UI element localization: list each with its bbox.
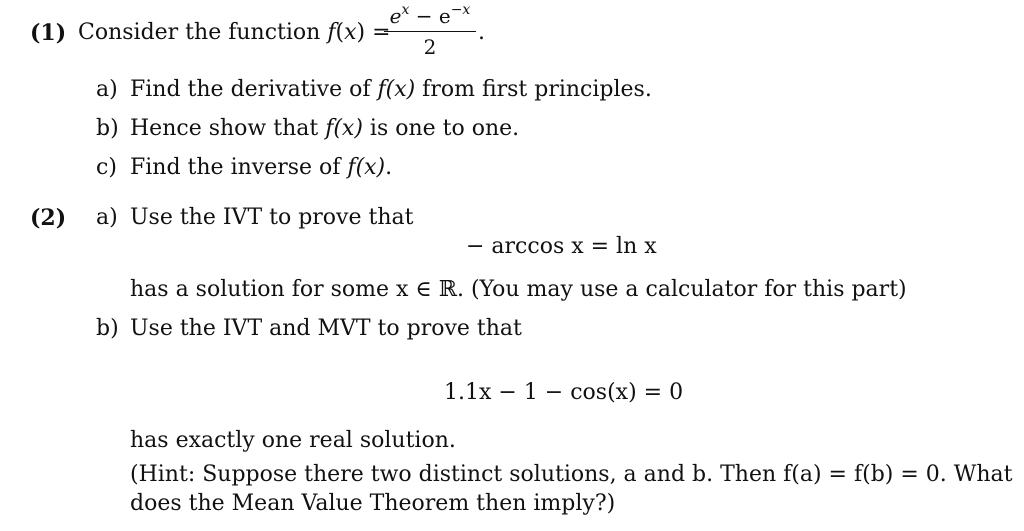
q1-intro-text: Consider the function	[78, 20, 321, 45]
q1-part-c-label: c)	[96, 155, 117, 180]
q1b-math: f(x)	[325, 116, 363, 141]
q1-num-sup1: x	[401, 2, 410, 18]
q1-func-var: x	[344, 20, 357, 45]
q1-num-e1: e	[389, 4, 402, 28]
q1-equals: =	[372, 20, 391, 45]
q1-func-name: f	[327, 20, 336, 45]
q1b-after: is one to one.	[362, 116, 520, 141]
q1a-before: Find the derivative of	[130, 77, 378, 102]
q1-num-sup2: −x	[450, 2, 471, 18]
q1c-before: Find the inverse of	[130, 155, 348, 180]
q1-end-period: .	[478, 20, 485, 45]
q2-part-a-text: Use the IVT to prove that	[130, 205, 414, 230]
q1b-before: Hence show that	[130, 116, 326, 141]
q1-fraction-denominator: 2	[423, 35, 437, 59]
q1-part-b-label: b)	[96, 116, 119, 141]
q2-part-b-label: b)	[96, 316, 119, 341]
q2-part-b-hint-line2: does the Mean Value Theorem then imply?)	[130, 491, 616, 516]
question-1-number: (1)	[30, 20, 67, 46]
q1c-math: f(x)	[347, 155, 386, 180]
q1-fraction	[384, 4, 476, 59]
q1-fraction-numerator	[384, 4, 476, 28]
q1-part-c-text	[130, 157, 392, 179]
q2-part-a-label: a)	[96, 205, 118, 230]
q1-part-a-text	[130, 79, 652, 101]
q1a-after: from first principles.	[415, 77, 652, 102]
q1a-math: f(x)	[377, 77, 416, 102]
question-1-intro: Consider the function f(x) =	[78, 20, 391, 45]
q2-part-b-text: Use the IVT and MVT to prove that	[130, 316, 522, 341]
q1-part-a-label: a)	[96, 77, 118, 102]
q2-part-a-text2: has a solution for some x ∈ ℝ. (You may use a calculator for this part)	[130, 277, 907, 302]
q1-num-mid: − e	[409, 4, 451, 28]
q1-fraction-bar	[384, 31, 476, 32]
q2-part-b-text2: has exactly one real solution.	[130, 428, 456, 453]
q2-part-b-hint-line1: (Hint: Suppose there two distinct solutions, a and b. Then f(a) = f(b) = 0. What	[130, 462, 1013, 487]
q1-part-b-text	[130, 118, 519, 140]
q1c-after: .	[385, 155, 393, 180]
question-2-number: (2)	[30, 205, 67, 231]
q2-part-b-equation: 1.1x − 1 − cos(x) = 0	[444, 380, 684, 405]
q2-part-a-equation: − arccos x = ln x	[466, 234, 657, 259]
